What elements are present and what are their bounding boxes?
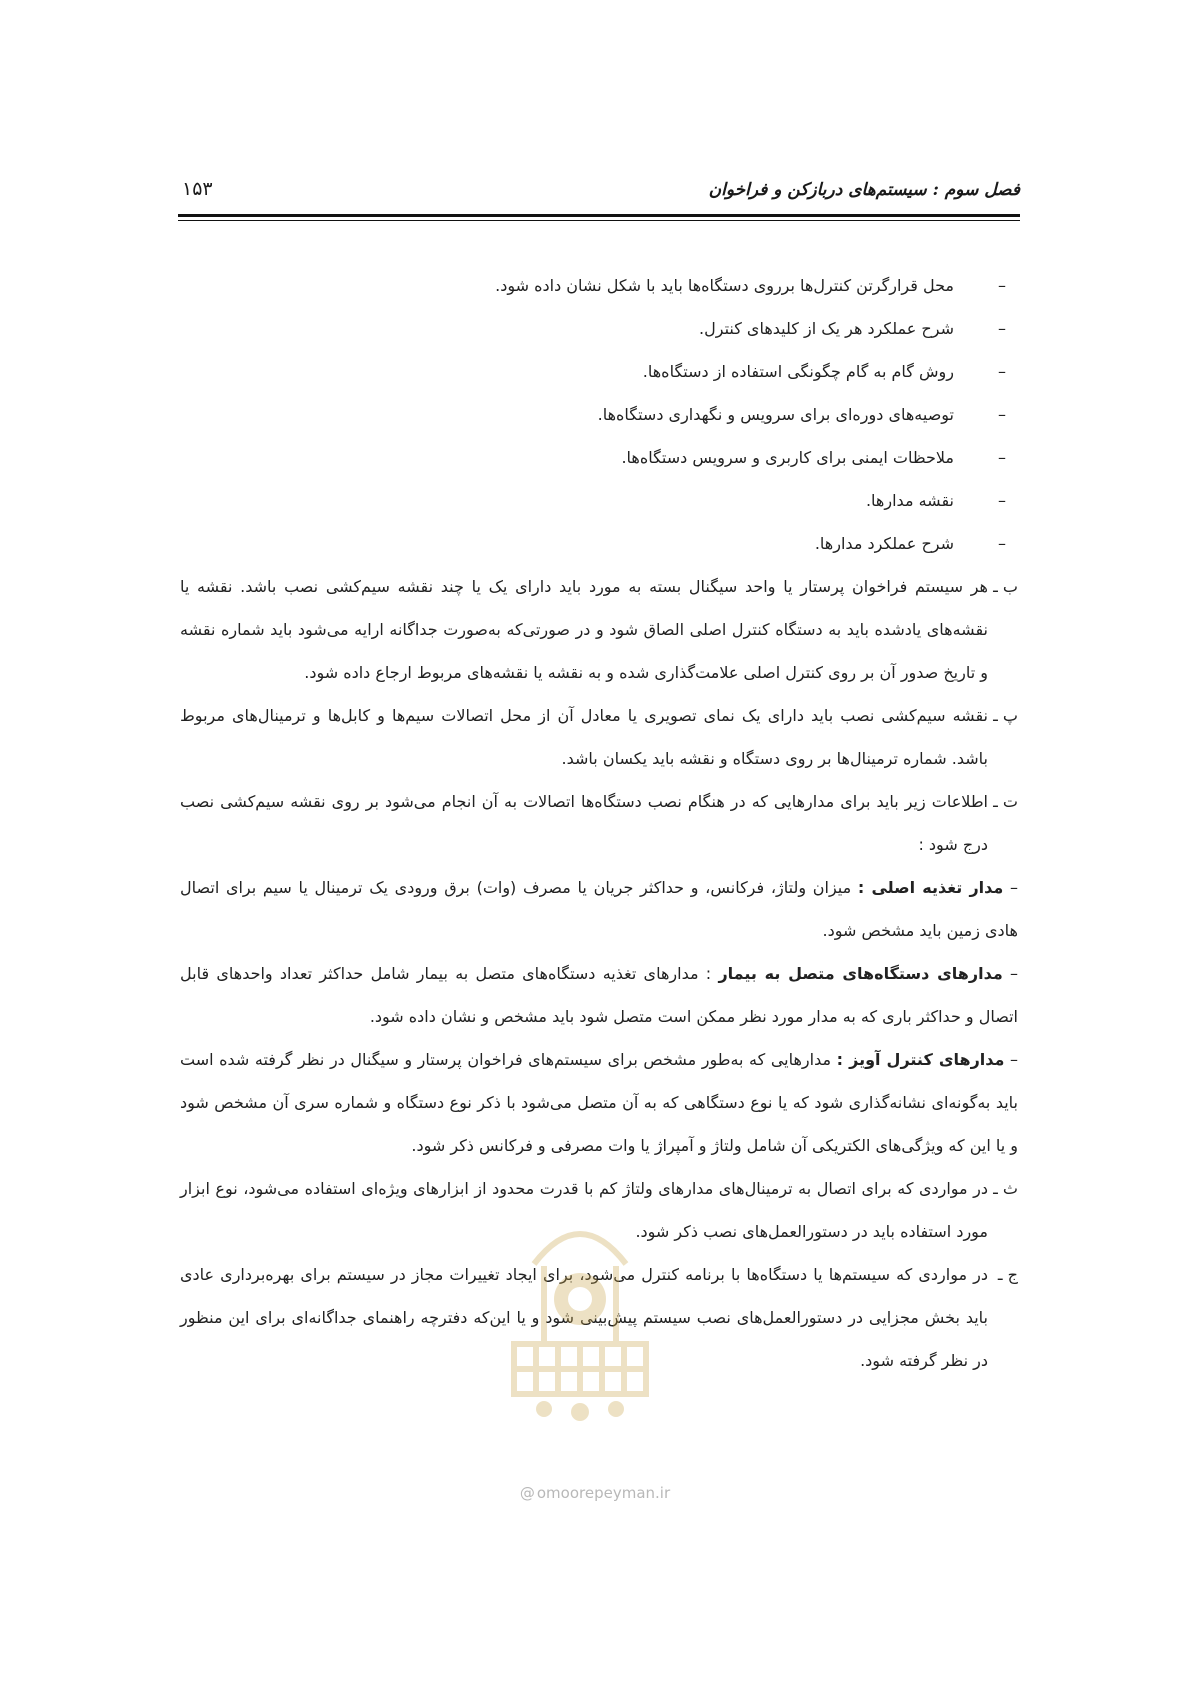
paragraph-text: نقشه سیم‌کشی نصب باید دارای یک نمای تصویری یا معادل آن از محل اتصالات سیم‌ها و کابل‌ها و ترمینال‌های مربوط باشد. شماره ترمینال‌ها بر روی دستگاه و نقشه باید یکسان باشد. — [180, 706, 988, 768]
paragraph-text: اطلاعات زیر باید برای مدارهایی که در هنگام نصب دستگاه‌ها اتصالات به آن انجام می‌شود بر روی نقشه سیم‌کشی نصب درج شود : — [180, 792, 988, 854]
list-item — [180, 436, 1018, 479]
list-item-text: روش گام به گام چگونگی استفاده از دستگاه‌ها. — [642, 362, 954, 381]
dash-marker: – — [998, 319, 1006, 338]
watermark-site-text: omoorepeyman.ir — [536, 1484, 671, 1502]
dash-marker: – — [998, 276, 1006, 295]
list-item — [180, 522, 1018, 565]
body-content — [180, 264, 1018, 1382]
at-icon: @ — [519, 1484, 535, 1502]
dash-marker: – — [998, 448, 1006, 467]
header-rule-thick — [178, 214, 1020, 217]
list-item — [180, 264, 1018, 307]
definition-text: مدارهایی که به‌طور مشخص برای سیستم‌های فراخوان پرستار و سیگنال در نظر گرفته شده است باید به‌گونه‌ای نشانه‌گذاری شود که یا نوع دستگاهی که به آن متصل می‌شود با ذکر نوع دستگاه و شماره سری آن مشخص شود و یا این که ویژگی‌های الکتریکی آن شامل ولتاژ و آمپراژ یا وات مصرفی و فرکانس ذکر شود. — [180, 1050, 1018, 1155]
paragraph-text: در مواردی که برای اتصال به ترمینال‌های مدارهای ولتاژ کم با قدرت محدود از ابزارهای ویژه‌ای استفاده می‌شود، نوع ابزار مورد استفاده باید در دستورالعمل‌های نصب ذکر شود. — [180, 1179, 988, 1241]
definition-dash: – — [1010, 878, 1019, 897]
watermark-site — [0, 1484, 1190, 1502]
definition-patient-circuits — [180, 952, 1018, 1038]
list-item-text: ملاحظات ایمنی برای کاربری و سرویس دستگاه‌ها. — [621, 448, 954, 467]
definition-pendant-control — [180, 1038, 1018, 1167]
paragraph-letter: ت ـ — [993, 792, 1018, 811]
definition-term: مدارهای کنترل آویز : — [836, 1050, 1005, 1069]
definition-term: مدار تغذیه اصلی : — [857, 878, 1004, 897]
requirements-list — [180, 264, 1018, 565]
page-number: ۱۵۳ — [182, 178, 213, 200]
definition-dash: – — [1010, 964, 1018, 983]
dash-marker: – — [998, 362, 1006, 381]
page-header — [178, 176, 1020, 210]
chapter-title: فصل سوم : سیستم‌های درباز‌کن و فراخوان — [708, 180, 1020, 200]
list-item — [180, 393, 1018, 436]
definition-term: مدارهای دستگاه‌های متصل به بیمار — [718, 964, 1003, 983]
list-item — [180, 350, 1018, 393]
list-item-text: محل قرارگرتن کنترل‌ها برروی دستگاه‌ها باید با شکل نشان داده شود. — [495, 276, 954, 295]
definition-text: : مدارهای تغذیه دستگاه‌های متصل به بیمار شامل حداکثر تعداد واحدهای قابل اتصال و حداکثر باری که به مدار مورد نظر ممکن است متصل شود باید مشخص و نشان داده شود. — [180, 964, 1018, 1026]
paragraph-letter: ث ـ — [993, 1179, 1018, 1198]
definition-dash: – — [1010, 1050, 1019, 1069]
paragraph-letter: ج ـ — [997, 1265, 1018, 1284]
header-rule-thin — [178, 220, 1020, 221]
paragraph-th — [180, 1167, 1018, 1253]
list-item-text: توصیه‌های دوره‌ای برای سرویس و نگهداری دستگاه‌ها. — [597, 405, 954, 424]
list-item-text: شرح عملکرد مدارها. — [814, 534, 954, 553]
dash-marker: – — [998, 534, 1006, 553]
paragraph-text: در مواردی که سیستم‌ها یا دستگاه‌ها با برنامه کنترل می‌شود، برای ایجاد تغییرات مجاز در سیستم برای بهره‌برداری عادی باید بخش مجزایی در دستورالعمل‌های نصب سیستم پیش‌بینی شود و یا این‌که دفترچه راهنمای جداگانه‌ای برای این منظور در نظر گرفته شود. — [180, 1265, 988, 1370]
paragraph-b — [180, 565, 1018, 694]
paragraph-p — [180, 694, 1018, 780]
dash-marker: – — [998, 405, 1006, 424]
paragraph-j — [180, 1253, 1018, 1382]
paragraph-letter: ب ـ — [993, 577, 1018, 596]
list-item — [180, 307, 1018, 350]
definition-text: میزان ولتاژ، فرکانس، و حداکثر جریان یا مصرف (وات) برق ورودی یک ترمینال یا سیم برای اتصال هادی زمین باید مشخص شود. — [180, 878, 1018, 940]
definition-main-power — [180, 866, 1018, 952]
list-item — [180, 479, 1018, 522]
paragraph-letter: پ ـ — [993, 706, 1018, 725]
dash-marker: – — [998, 491, 1006, 510]
paragraph-t — [180, 780, 1018, 866]
list-item-text: شرح عملکرد هر یک از کلیدهای کنترل. — [699, 319, 954, 338]
paragraph-text: هر سیستم فراخوان پرستار یا واحد سیگنال بسته به مورد باید دارای یک یا چند نقشه سیم‌کشی نصب باشد. نقشه یا نقشه‌های یادشده باید به دستگاه کنترل اصلی الصاق شود و در صورتی‌که به‌صورت جداگانه ارایه می‌شود باید شماره نقشه و تاریخ صدور آن بر روی کنترل اصلی علامت‌گذاری شده و به نقشه یا نقشه‌های مربوط ارجاع داده شود. — [180, 577, 988, 682]
list-item-text: نقشه مدارها. — [865, 491, 954, 510]
